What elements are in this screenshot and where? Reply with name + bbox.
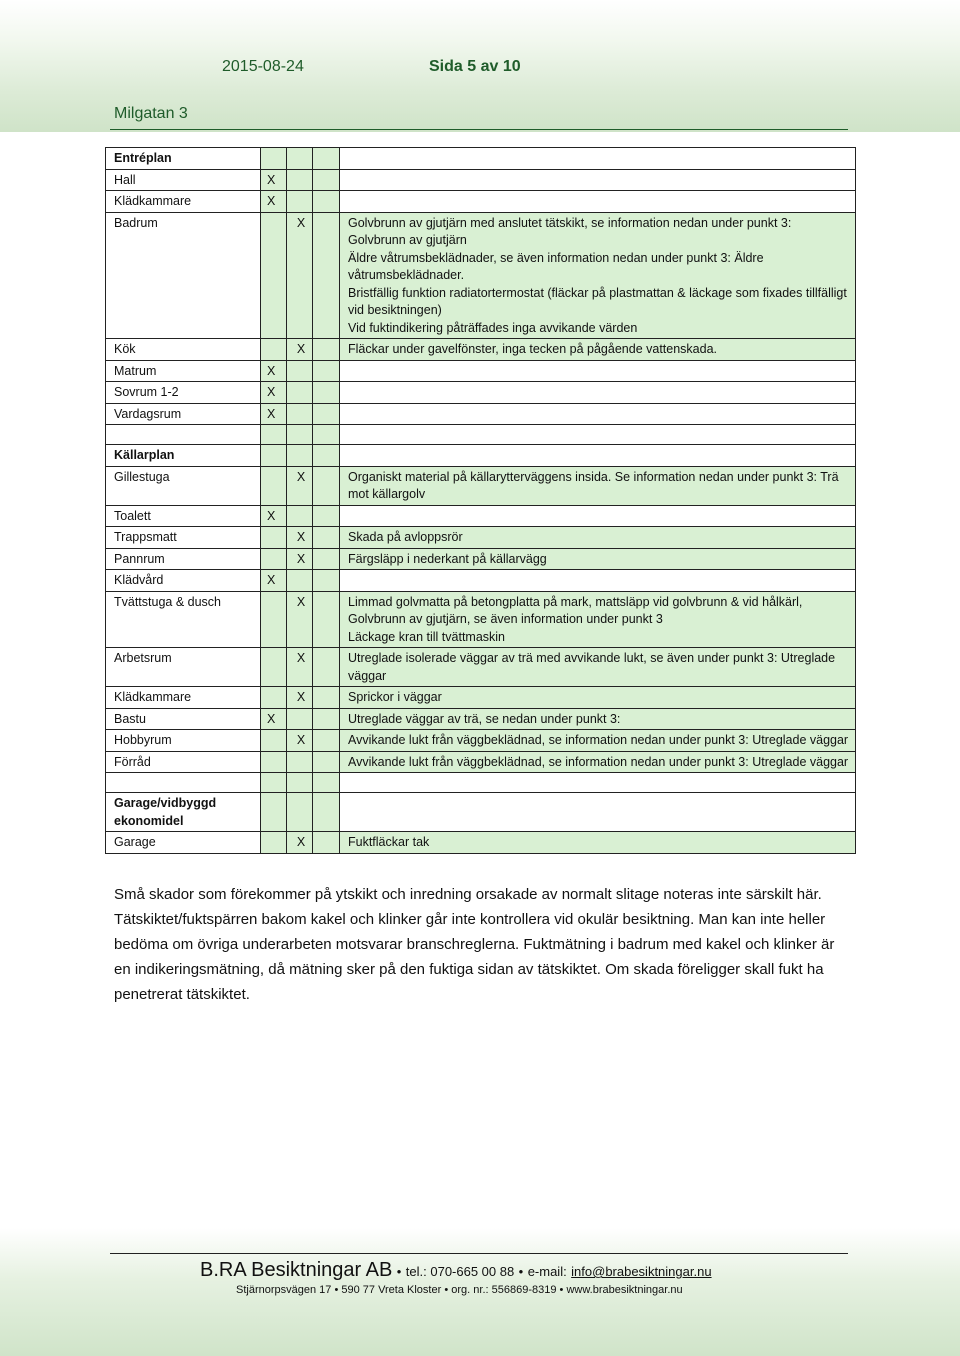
check-col-2 (287, 403, 313, 425)
section-header-row (106, 148, 856, 170)
check-col-1 (261, 648, 287, 687)
check-col-2: X (287, 591, 313, 648)
footer-website[interactable]: www.brabesiktningar.nu (566, 1284, 683, 1296)
footer-phone: tel.: 070-665 00 88 (405, 1264, 515, 1279)
table-row (106, 527, 856, 549)
remark-line: Vid fuktindikering påträffades inga avvikande värden (348, 320, 638, 335)
table-row (106, 360, 856, 382)
remark-cell (340, 708, 856, 730)
remark-line: Fuktfläckar tak (348, 835, 430, 849)
empty-cell (340, 445, 856, 467)
footer-bullet: • (334, 1284, 339, 1296)
table-row (106, 751, 856, 773)
header-divider (110, 129, 848, 130)
remark-cell (340, 169, 856, 191)
check-col-3 (313, 832, 340, 854)
check-col-2 (287, 505, 313, 527)
header-date: 2015-08-24 (222, 58, 304, 75)
remark-cell (340, 751, 856, 773)
table-row (106, 212, 856, 339)
room-name: Pannrum (106, 548, 261, 570)
remark-cell (340, 339, 856, 361)
remark-line: Bristfällig funktion radiatortermostat (fläckar på plastmattan & läckage som fixades tillfälligt vid besiktningen) (348, 285, 847, 317)
room-name: Garage (106, 832, 261, 854)
table-row (106, 382, 856, 404)
room-name: Trappsmatt (106, 527, 261, 549)
check-col-2 (287, 360, 313, 382)
remark-line: Golvbrunn av gjutjärn med anslutet tätskikt, se information nedan under punkt 3: Golvbrunn av gjutjärn (348, 215, 792, 247)
table-row (106, 339, 856, 361)
footer-bullet: • (396, 1264, 402, 1279)
table-row (106, 687, 856, 709)
room-name: Tvättstuga & dusch (106, 591, 261, 648)
table-row (106, 570, 856, 592)
footer-postal: 590 77 Vreta Kloster (341, 1284, 442, 1296)
remark-line: Fläckar under gavelfönster, inga tecken på pågående vattenskada. (348, 342, 718, 356)
check-col-1 (261, 687, 287, 709)
remark-cell (340, 687, 856, 709)
check-col-3 (313, 570, 340, 592)
room-name: Sovrum 1-2 (106, 382, 261, 404)
empty-cell (340, 773, 856, 793)
footer-email-label: e-mail: (527, 1264, 567, 1279)
check-col-3 (313, 548, 340, 570)
empty-cell (340, 425, 856, 445)
check-col-2 (287, 382, 313, 404)
check-col-2 (287, 570, 313, 592)
empty-cell (287, 773, 313, 793)
remark-cell (340, 648, 856, 687)
check-col-2 (287, 169, 313, 191)
header-page-number: Sida 5 av 10 (429, 58, 521, 75)
check-col-1: X (261, 382, 287, 404)
remark-cell (340, 730, 856, 752)
check-col-1: X (261, 505, 287, 527)
empty-cell (261, 425, 287, 445)
footer-email-link[interactable]: info@brabesiktningar.nu (571, 1264, 712, 1279)
disclaimer-paragraph: Små skador som förekommer på ytskikt och inredning orsakade av normalt slitage noteras inte särskilt här. Tätskiktet/fuktspärren bakom kakel och klinker går inte kontrollera vid okulär besiktning. Man kan inte heller bedöma om övriga underarbeten motsvarar branschreglerna. Fuktmätning i badrum med kakel och klinker är en indikeringsmätning, då mätning sker på den fuktiga sidan av tätskiktet. Om skada föreligger skall fukt ha penetrerat tätskiktet. (114, 886, 835, 1003)
check-col-2: X (287, 548, 313, 570)
check-col-3 (313, 708, 340, 730)
check-col-2 (287, 191, 313, 213)
section-header-row (106, 793, 856, 832)
table-row (106, 708, 856, 730)
check-col-3 (313, 687, 340, 709)
check-col-1 (261, 548, 287, 570)
inspection-table (105, 147, 856, 854)
empty-cell (340, 793, 856, 832)
check-col-3 (313, 730, 340, 752)
room-name: Badrum (106, 212, 261, 339)
remark-line: Avvikande lukt från väggbeklädnad, se information nedan under punkt 3: Utreglade väggar (348, 754, 849, 769)
table-row (106, 730, 856, 752)
table-row (106, 648, 856, 687)
remark-line: Limmad golvmatta på betongplatta på mark, mattsläpp vid golvbrunn & vid hålkärl, Golvbrunn av gjutjärn, se även information under punkt 3 (348, 594, 803, 626)
room-name: Hall (106, 169, 261, 191)
footer-bullet: • (444, 1284, 449, 1296)
check-col-1 (261, 751, 287, 773)
remark-line: Färgsläpp i nederkant på källarvägg (348, 551, 547, 566)
remark-cell (340, 570, 856, 592)
check-col-1: X (261, 360, 287, 382)
check-col-2: X (287, 527, 313, 549)
header-address: Milgatan 3 (114, 105, 188, 122)
remark-line: Läckage kran till tvättmaskin (348, 629, 506, 644)
room-name: Matrum (106, 360, 261, 382)
check-col-3 (313, 505, 340, 527)
table-row (106, 466, 856, 505)
check-col-1 (261, 339, 287, 361)
remark-line: Äldre våtrumsbeklädnader, se även information nedan under punkt 3: Äldre våtrumsbeklädnader. (348, 250, 764, 282)
remark-line: Avvikande lukt från väggbeklädnad, se information nedan under punkt 3: Utreglade väggar (348, 733, 849, 747)
remark-line: Skada på avloppsrör (348, 530, 463, 544)
empty-cell (261, 793, 287, 832)
remark-line: Utreglade väggar av trä, se nedan under punkt 3: (348, 711, 621, 726)
empty-cell (287, 445, 313, 467)
check-col-1 (261, 466, 287, 505)
check-col-3 (313, 648, 340, 687)
remark-cell (340, 382, 856, 404)
empty-cell (340, 148, 856, 170)
check-col-2: X (287, 730, 313, 752)
remark-cell (340, 212, 856, 339)
room-name: Gillestuga (106, 466, 261, 505)
room-name: Arbetsrum (106, 648, 261, 687)
room-name: Bastu (106, 708, 261, 730)
check-col-2: X (287, 648, 313, 687)
spacer-row (106, 773, 856, 793)
check-col-2 (287, 708, 313, 730)
check-col-2 (287, 751, 313, 773)
remark-cell (340, 505, 856, 527)
remark-cell (340, 360, 856, 382)
remark-cell (340, 832, 856, 854)
remark-line: Organiskt material på källarytterväggens insida. Se information nedan under punkt 3: Trä mot källargolv (348, 469, 839, 501)
empty-cell (313, 773, 340, 793)
check-col-2: X (287, 339, 313, 361)
table-row (106, 832, 856, 854)
table-row (106, 591, 856, 648)
remark-cell (340, 403, 856, 425)
check-col-3 (313, 339, 340, 361)
remark-cell (340, 466, 856, 505)
footer-org-number: org. nr.: 556869-8319 (451, 1284, 557, 1296)
room-name: Hobbyrum (106, 730, 261, 752)
check-col-1: X (261, 191, 287, 213)
empty-cell (313, 445, 340, 467)
check-col-3 (313, 591, 340, 648)
empty-cell (287, 793, 313, 832)
remark-line: Sprickor i väggar (348, 690, 442, 704)
check-col-3 (313, 212, 340, 339)
footer-contact (200, 1259, 820, 1282)
check-col-3 (313, 360, 340, 382)
empty-cell (313, 793, 340, 832)
section-title: Entréplan (106, 148, 261, 170)
footer-bullet: • (518, 1264, 524, 1279)
remark-line: Utreglade isolerade väggar av trä med avvikande lukt, se även under punkt 3: Utreglade väggar (348, 651, 836, 683)
check-col-1: X (261, 403, 287, 425)
empty-cell (261, 148, 287, 170)
check-col-3 (313, 403, 340, 425)
room-name: Klädvård (106, 570, 261, 592)
check-col-1: X (261, 570, 287, 592)
check-col-3 (313, 466, 340, 505)
room-name: Klädkammare (106, 687, 261, 709)
empty-cell (287, 425, 313, 445)
footer-street: Stjärnorpsvägen 17 (236, 1284, 332, 1296)
remark-cell (340, 591, 856, 648)
room-name: Klädkammare (106, 191, 261, 213)
check-col-2: X (287, 832, 313, 854)
check-col-3 (313, 751, 340, 773)
empty-cell (261, 445, 287, 467)
check-col-2: X (287, 687, 313, 709)
room-name: Toalett (106, 505, 261, 527)
table-row (106, 505, 856, 527)
section-title: Garage/vidbyggd ekonomidel (106, 793, 261, 832)
empty-cell (313, 148, 340, 170)
check-col-3 (313, 169, 340, 191)
check-col-3 (313, 382, 340, 404)
footer-address-line (236, 1284, 683, 1296)
spacer-row (106, 425, 856, 445)
footer-company: B.RA Besiktningar AB (200, 1259, 393, 1281)
empty-cell (261, 773, 287, 793)
check-col-1 (261, 527, 287, 549)
footer-bullet: • (559, 1284, 564, 1296)
check-col-2: X (287, 466, 313, 505)
check-col-1: X (261, 169, 287, 191)
table-row (106, 169, 856, 191)
check-col-3 (313, 527, 340, 549)
check-col-1 (261, 730, 287, 752)
remark-cell (340, 548, 856, 570)
table-row (106, 403, 856, 425)
check-col-3 (313, 191, 340, 213)
section-header-row (106, 445, 856, 467)
empty-cell (313, 425, 340, 445)
remark-cell (340, 527, 856, 549)
check-col-1 (261, 591, 287, 648)
room-name: Vardagsrum (106, 403, 261, 425)
check-col-2: X (287, 212, 313, 339)
empty-cell (106, 425, 261, 445)
room-name: Förråd (106, 751, 261, 773)
table-row (106, 191, 856, 213)
table-row (106, 548, 856, 570)
room-name: Kök (106, 339, 261, 361)
section-title: Källarplan (106, 445, 261, 467)
check-col-1: X (261, 708, 287, 730)
footer-divider (110, 1253, 848, 1254)
check-col-1 (261, 832, 287, 854)
check-col-1 (261, 212, 287, 339)
remark-cell (340, 191, 856, 213)
empty-cell (287, 148, 313, 170)
empty-cell (106, 773, 261, 793)
